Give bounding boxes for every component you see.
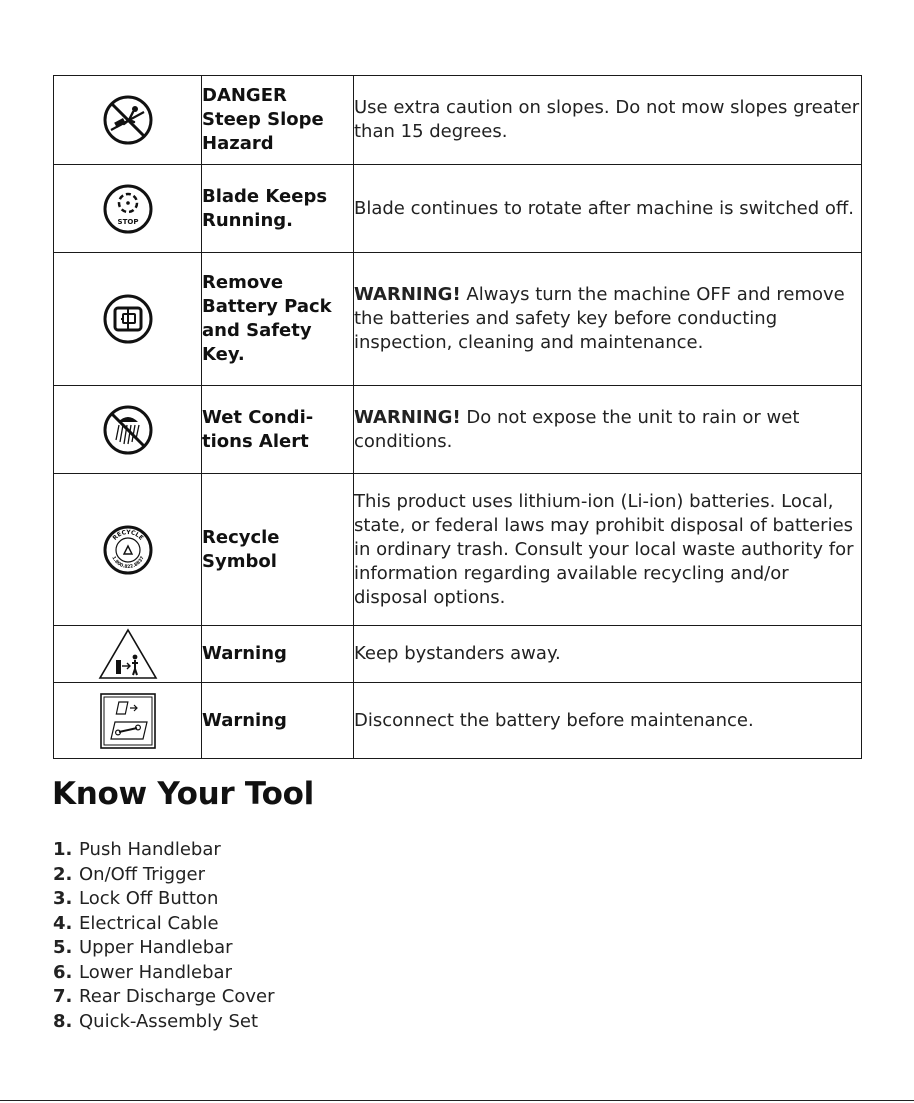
recycle-seal-icon — [54, 524, 201, 576]
symbol-row — [54, 76, 862, 165]
list-item — [53, 1010, 275, 1035]
symbol-row — [54, 165, 862, 253]
parts-list — [53, 838, 275, 1034]
symbol-row — [54, 626, 862, 683]
item-number: 4. — [53, 912, 73, 934]
no-rain-icon — [54, 404, 201, 456]
symbol-row — [54, 683, 862, 759]
section-heading: Know Your Tool — [52, 776, 314, 812]
symbol-title: Warning — [202, 643, 287, 664]
item-label: Upper Handlebar — [79, 937, 233, 958]
page-bottom-rule — [0, 1100, 914, 1101]
item-number: 3. — [53, 888, 73, 909]
item-label: Lock Off Button — [79, 888, 219, 909]
item-number: 6. — [53, 961, 73, 983]
list-item — [53, 961, 275, 986]
symbol-description: Blade continues to rotate after machine is switched off. — [354, 197, 855, 219]
item-label: Quick-Assembly Set — [79, 1010, 259, 1032]
disconnect-maintenance-icon — [54, 692, 201, 750]
item-label: Electrical Cable — [79, 912, 219, 934]
item-label: Rear Discharge Cover — [79, 986, 275, 1007]
symbol-description: WARNING! Always turn the machine OFF and remove the batteries and safety key before conducting inspection, cleaning and maintenance. — [354, 284, 845, 353]
symbol-title: DANGER Steep Slope Hazard — [202, 85, 324, 154]
item-number: 2. — [53, 863, 73, 885]
item-number: 8. — [53, 1010, 73, 1032]
symbol-description: Keep bystanders away. — [354, 643, 561, 664]
symbol-title: Remove Battery Pack and Safety Key. — [202, 272, 332, 365]
list-item — [53, 838, 275, 863]
symbol-title: Wet Condi- tions Alert — [202, 406, 314, 452]
item-label: Push Handlebar — [79, 839, 221, 860]
list-item — [53, 985, 275, 1010]
svg-text:RECYCLE: RECYCLE — [111, 528, 145, 542]
manual-icon — [54, 293, 201, 345]
blade-stop-icon — [54, 183, 201, 235]
item-label: Lower Handlebar — [79, 961, 232, 983]
safety-symbols-table — [53, 75, 862, 759]
steep-slope-icon — [54, 94, 201, 146]
symbol-description: Disconnect the battery before maintenance. — [354, 709, 754, 731]
list-item — [53, 887, 275, 912]
symbol-description: This product uses lithium-ion (Li-ion) batteries. Local, state, or federal laws may prohibit disposal of batteries in ordinary trash. Consult your local waste authority for information regarding available recycling and/or disposal options. — [354, 490, 854, 608]
symbol-description: Use extra caution on slopes. Do not mow slopes greater than 15 degrees. — [354, 97, 860, 142]
symbol-title: Blade Keeps Running. — [202, 185, 328, 231]
symbol-title: Warning — [202, 709, 287, 731]
item-label: On/Off Trigger — [79, 863, 206, 885]
bystander-warning-icon — [54, 628, 201, 680]
list-item — [53, 936, 275, 961]
item-number: 5. — [53, 937, 73, 958]
item-number: 7. — [53, 986, 73, 1007]
list-item — [53, 912, 275, 937]
symbol-row — [54, 474, 862, 626]
symbol-row — [54, 253, 862, 386]
list-item — [53, 863, 275, 888]
symbol-description: WARNING! Do not expose the unit to rain or wet conditions. — [354, 406, 800, 452]
item-number: 1. — [53, 839, 73, 860]
symbol-row — [54, 386, 862, 474]
svg-text:1.800.822.8837: 1.800.822.8837 — [109, 555, 146, 570]
stop-label: STOP — [117, 217, 138, 226]
symbol-title: Recycle Symbol — [202, 526, 280, 572]
